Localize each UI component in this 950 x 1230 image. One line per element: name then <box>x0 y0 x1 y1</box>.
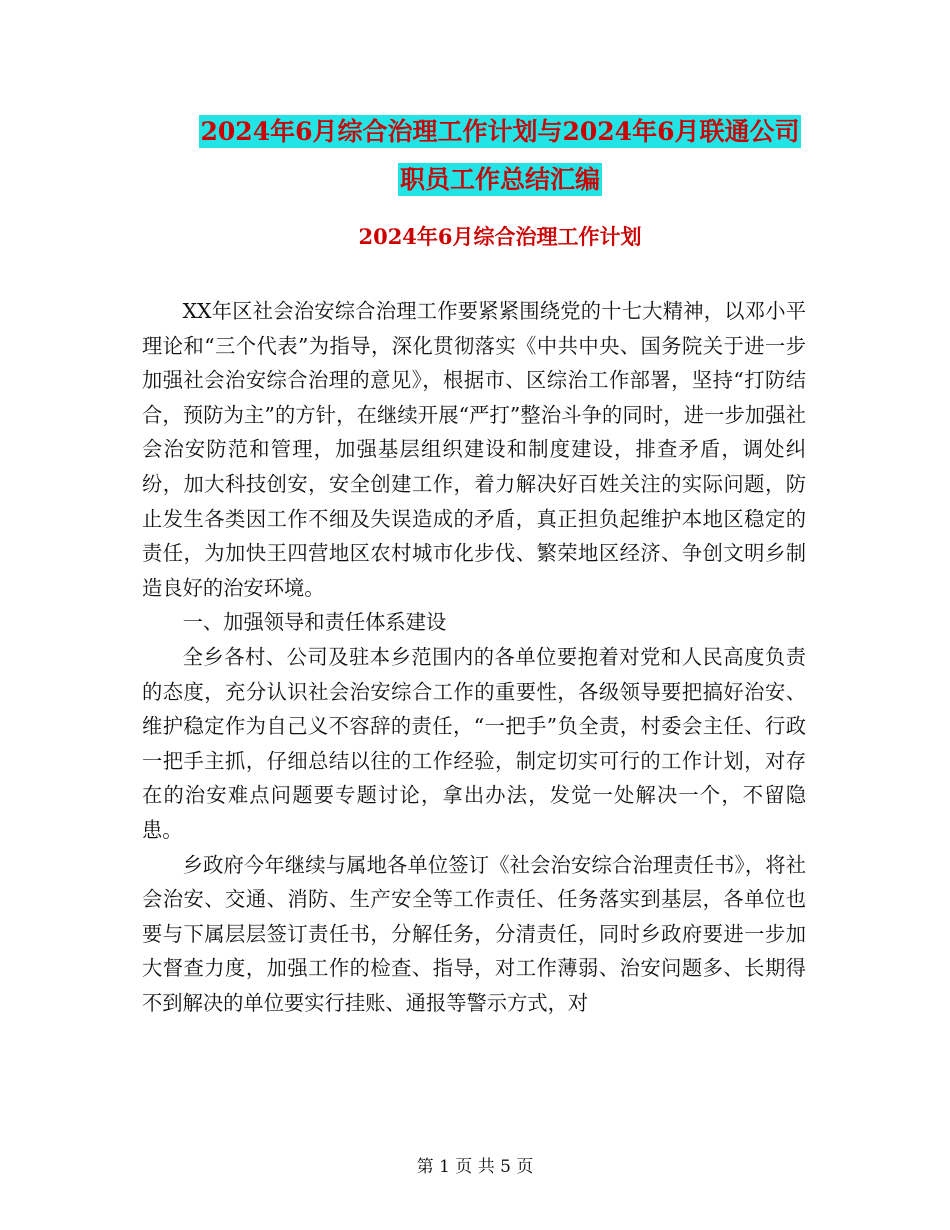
paragraph: 全乡各村、公司及驻本乡范围内的各单位要抱着对党和人民高度负责的态度，充分认识社会治安综合工作的重要性，各级领导要把搞好治安、维护稳定作为自己义不容辞的责任，“一把手”负全责，村委会主任、行政一把手主抓，仔细总结以往的工作经验，制定切实可行的工作计划，对存在的治安难点问题要专题讨论，拿出办法，发觉一处解决一个，不留隐患。 <box>142 644 806 842</box>
document-title-line-1: 2024年6月综合治理工作计划与2024年6月联通公司 <box>200 117 800 146</box>
paragraph-heading: 一、加强领导和责任体系建设 <box>182 610 447 635</box>
section-title: 2024年6月综合治理工作计划 <box>358 224 642 249</box>
page-number-footer: 第 1 页 共 5 页 <box>416 1157 534 1177</box>
paragraph: XX年区社会治安综合治理工作要紧紧围绕党的十七大精神，以邓小平理论和“三个代表”为指导，深化贯彻落实《中共中央、国务院关于进一步加强社会治安综合治理的意见》，根据市、区综治工作部署，坚持“打防结合，预防为主”的方针，在继续开展“严打”整治斗争的同时，进一步加强社会治安防范和管理，加强基层组织建设和制度建设，排查矛盾，调处纠纷，加大科技创安，安全创建工作，着力解决好百姓关注的实际问题，防止发生各类因工作不细及失误造成的矛盾，真正担负起维护本地区稳定的责任，为加快王四营地区农村城市化步伐、繁荣地区经济、争创文明乡制造良好的治安环境。 <box>142 299 806 600</box>
document-title <box>140 108 860 204</box>
document-title-line-2: 职员工作总结汇编 <box>399 165 600 194</box>
document-body <box>142 294 806 1020</box>
paragraph: 乡政府今年继续与属地各单位签订《社会治安综合治理责任书》，将社会治安、交通、消防、生产安全等工作责任、任务落实到基层，各单位也要与下属层层签订责任书，分解任务，分清责任，同时乡政府要进一步加大督查力度，加强工作的检查、指导，对工作薄弱、治安问题多、长期得不到解决的单位要实行挂账、通报等警示方式，对 <box>142 852 806 1015</box>
